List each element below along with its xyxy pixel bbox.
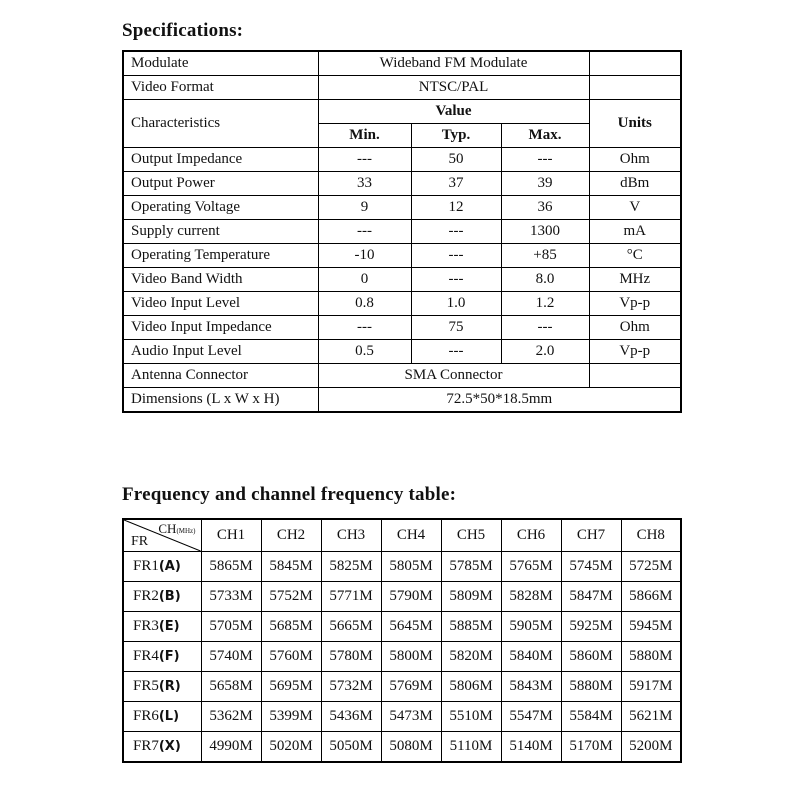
spec-max: 1300 [501, 220, 589, 244]
spec-label: Output Impedance [123, 148, 318, 172]
spec-units-empty [589, 364, 681, 388]
frequency-table [122, 518, 682, 763]
freq-cell: 5769M [381, 672, 441, 702]
freq-cell: 5800M [381, 642, 441, 672]
channel-header: CH7 [561, 519, 621, 552]
freq-cell: 5925M [561, 612, 621, 642]
freq-cell: 5584M [561, 702, 621, 732]
band-letter: (R) [158, 679, 181, 694]
spec-min: --- [318, 220, 411, 244]
spec-units-empty [589, 76, 681, 100]
channel-header: CH6 [501, 519, 561, 552]
band-letter: (L) [158, 709, 180, 724]
spec-min: 0 [318, 268, 411, 292]
typ-header: Typ. [411, 124, 501, 148]
freq-cell: 5917M [621, 672, 681, 702]
spec-data-row [123, 172, 681, 196]
channel-header: CH1 [201, 519, 261, 552]
spec-header-row-1 [123, 100, 681, 124]
freq-row [123, 642, 681, 672]
spec-units: MHz [589, 268, 681, 292]
value-header: Value [318, 100, 589, 124]
freq-cell: 5140M [501, 732, 561, 763]
band-label: FR3(E) [123, 612, 201, 642]
freq-cell: 5880M [561, 672, 621, 702]
freq-cell: 5866M [621, 582, 681, 612]
spec-typ: 37 [411, 172, 501, 196]
corner-fr-label: FR [131, 534, 149, 549]
spec-min: --- [318, 148, 411, 172]
freq-cell: 5820M [441, 642, 501, 672]
spec-label: Modulate [123, 51, 318, 76]
spec-typ: 75 [411, 316, 501, 340]
channel-header: CH8 [621, 519, 681, 552]
freq-cell: 5806M [441, 672, 501, 702]
freq-cell: 5765M [501, 552, 561, 582]
freq-cell: 5740M [201, 642, 261, 672]
freq-cell: 5399M [261, 702, 321, 732]
freq-row [123, 702, 681, 732]
freq-row [123, 732, 681, 763]
band-letter: (B) [158, 589, 181, 604]
freq-cell: 4990M [201, 732, 261, 763]
band-letter: (X) [158, 739, 181, 754]
freq-cell: 5825M [321, 552, 381, 582]
spec-row-modulate [123, 51, 681, 76]
freq-cell: 5725M [621, 552, 681, 582]
freq-cell: 5780M [321, 642, 381, 672]
spec-units: Ohm [589, 148, 681, 172]
spec-typ: --- [411, 220, 501, 244]
spec-row-video-format [123, 76, 681, 100]
spec-typ: 50 [411, 148, 501, 172]
max-header: Max. [501, 124, 589, 148]
spec-data-row [123, 220, 681, 244]
spec-label: Operating Temperature [123, 244, 318, 268]
freq-cell: 5865M [201, 552, 261, 582]
freq-row [123, 612, 681, 642]
spec-label: Video Format [123, 76, 318, 100]
freq-header-row [123, 519, 681, 552]
spec-label: Dimensions (L x W x H) [123, 388, 318, 413]
freq-cell: 5809M [441, 582, 501, 612]
spec-value: NTSC/PAL [318, 76, 589, 100]
freq-row [123, 672, 681, 702]
spec-units-empty [589, 51, 681, 76]
min-header: Min. [318, 124, 411, 148]
freq-cell: 5362M [201, 702, 261, 732]
channel-header: CH3 [321, 519, 381, 552]
corner-mhz-label: (MHz) [176, 527, 196, 535]
spec-min: -10 [318, 244, 411, 268]
freq-cell: 5020M [261, 732, 321, 763]
spec-units: °C [589, 244, 681, 268]
spec-min: 9 [318, 196, 411, 220]
freq-cell: 5843M [501, 672, 561, 702]
spec-data-row [123, 340, 681, 364]
freq-cell: 5170M [561, 732, 621, 763]
freq-cell: 5845M [261, 552, 321, 582]
spec-max: 39 [501, 172, 589, 196]
spec-max: +85 [501, 244, 589, 268]
band-label: FR4(F) [123, 642, 201, 672]
spec-min: 0.5 [318, 340, 411, 364]
spec-data-row [123, 268, 681, 292]
freq-row [123, 582, 681, 612]
spec-typ: --- [411, 268, 501, 292]
spec-data-row [123, 148, 681, 172]
spec-units: dBm [589, 172, 681, 196]
freq-cell: 5547M [501, 702, 561, 732]
freq-cell: 5745M [561, 552, 621, 582]
specifications-table [122, 50, 682, 413]
spec-label: Video Band Width [123, 268, 318, 292]
spec-data-row [123, 292, 681, 316]
freq-cell: 5880M [621, 642, 681, 672]
freq-cell: 5790M [381, 582, 441, 612]
specifications-title: Specifications: [122, 20, 244, 41]
band-letter: (A) [158, 559, 181, 574]
freq-cell: 5705M [201, 612, 261, 642]
freq-cell: 5695M [261, 672, 321, 702]
freq-cell: 5828M [501, 582, 561, 612]
spec-max: --- [501, 148, 589, 172]
spec-label: Antenna Connector [123, 364, 318, 388]
freq-cell: 5665M [321, 612, 381, 642]
spec-label: Audio Input Level [123, 340, 318, 364]
spec-units: Vp-p [589, 292, 681, 316]
freq-cell: 5860M [561, 642, 621, 672]
channel-header: CH4 [381, 519, 441, 552]
spec-label: Operating Voltage [123, 196, 318, 220]
spec-max: 8.0 [501, 268, 589, 292]
spec-label: Video Input Impedance [123, 316, 318, 340]
spec-units: Vp-p [589, 340, 681, 364]
characteristics-header: Characteristics [123, 100, 318, 148]
freq-cell: 5805M [381, 552, 441, 582]
spec-value: SMA Connector [318, 364, 589, 388]
freq-row [123, 552, 681, 582]
spec-min: --- [318, 316, 411, 340]
freq-cell: 5621M [621, 702, 681, 732]
spec-max: 2.0 [501, 340, 589, 364]
freq-cell: 5050M [321, 732, 381, 763]
spec-data-row [123, 196, 681, 220]
channel-header: CH5 [441, 519, 501, 552]
corner-ch-label: CH(MHz) [158, 521, 196, 536]
freq-cell: 5473M [381, 702, 441, 732]
freq-cell: 5658M [201, 672, 261, 702]
band-letter: (E) [158, 619, 180, 634]
freq-cell: 5945M [621, 612, 681, 642]
channel-header: CH2 [261, 519, 321, 552]
spec-label: Supply current [123, 220, 318, 244]
freq-cell: 5760M [261, 642, 321, 672]
freq-corner-cell [123, 519, 201, 552]
spec-min: 0.8 [318, 292, 411, 316]
freq-cell: 5840M [501, 642, 561, 672]
freq-cell: 5436M [321, 702, 381, 732]
spec-max: 36 [501, 196, 589, 220]
spec-typ: --- [411, 244, 501, 268]
spec-min: 33 [318, 172, 411, 196]
freq-cell: 5785M [441, 552, 501, 582]
freq-cell: 5733M [201, 582, 261, 612]
freq-cell: 5752M [261, 582, 321, 612]
freq-cell: 5110M [441, 732, 501, 763]
spec-label: Output Power [123, 172, 318, 196]
freq-cell: 5732M [321, 672, 381, 702]
spec-row-dimensions [123, 388, 681, 413]
spec-max: 1.2 [501, 292, 589, 316]
spec-value: 72.5*50*18.5mm [318, 388, 681, 413]
freq-cell: 5771M [321, 582, 381, 612]
spec-units: mA [589, 220, 681, 244]
band-label: FR6(L) [123, 702, 201, 732]
band-letter: (F) [158, 649, 180, 664]
freq-cell: 5905M [501, 612, 561, 642]
frequency-table-title: Frequency and channel frequency table: [122, 484, 457, 505]
spec-label: Video Input Level [123, 292, 318, 316]
spec-row-antenna [123, 364, 681, 388]
spec-typ: 12 [411, 196, 501, 220]
band-label: FR5(R) [123, 672, 201, 702]
freq-cell: 5847M [561, 582, 621, 612]
spec-data-row [123, 316, 681, 340]
band-label: FR1(A) [123, 552, 201, 582]
band-label: FR2(B) [123, 582, 201, 612]
freq-cell: 5885M [441, 612, 501, 642]
freq-cell: 5200M [621, 732, 681, 763]
freq-cell: 5645M [381, 612, 441, 642]
spec-units: V [589, 196, 681, 220]
units-header: Units [589, 100, 681, 148]
spec-max: --- [501, 316, 589, 340]
freq-cell: 5510M [441, 702, 501, 732]
freq-cell: 5080M [381, 732, 441, 763]
spec-data-row [123, 244, 681, 268]
spec-typ: 1.0 [411, 292, 501, 316]
spec-typ: --- [411, 340, 501, 364]
band-label: FR7(X) [123, 732, 201, 763]
spec-value: Wideband FM Modulate [318, 51, 589, 76]
freq-cell: 5685M [261, 612, 321, 642]
spec-units: Ohm [589, 316, 681, 340]
